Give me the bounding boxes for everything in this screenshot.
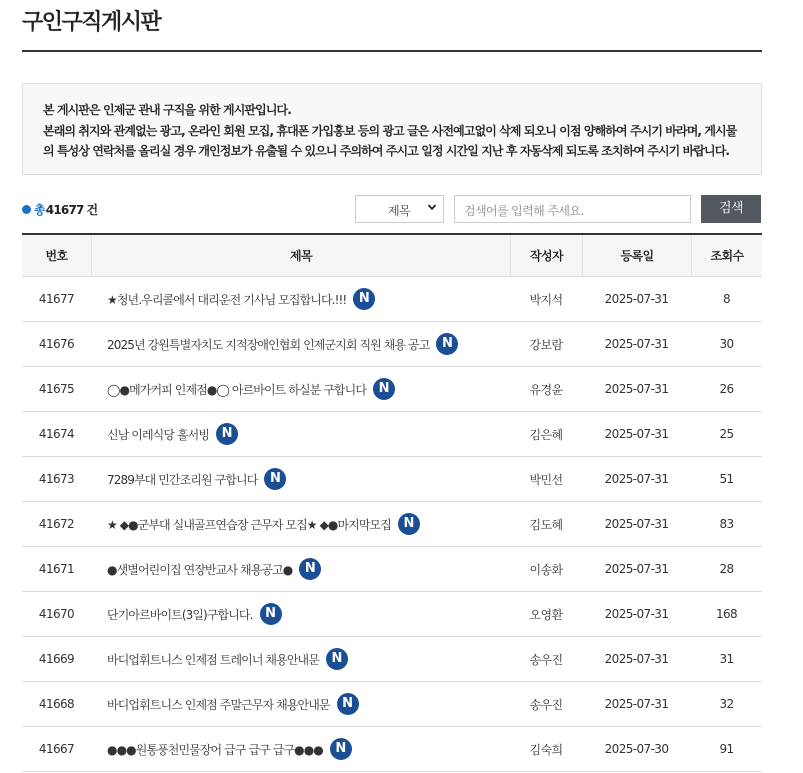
- table-row[interactable]: [22, 592, 762, 637]
- new-badge-icon: N: [353, 288, 375, 310]
- row-title-cell: [91, 468, 510, 490]
- chevron-down-icon: [427, 201, 437, 213]
- table-row[interactable]: [22, 727, 762, 772]
- row-author: 유경윤: [529, 382, 563, 397]
- row-no: 41670: [38, 607, 75, 621]
- row-title-link[interactable]: ●●●원통풍천민물장어 급구 급구 급구●●●: [107, 742, 323, 757]
- row-no: 41669: [38, 652, 75, 666]
- page-title: 구인구직게시판: [22, 10, 161, 35]
- notice-line-3: 의 특성상 연락처를 올리실 경우 개인정보가 유출될 수 있으니 주의하여 주시고 일정 시간일 지난 후 자동삭제 되도록 조치하여 주시기 바랍니다.: [43, 144, 730, 158]
- table-header: [22, 233, 762, 277]
- row-title-link[interactable]: ★ ◆●군부대 실내골프연습장 근무자 모집★ ◆●마지막모집: [107, 517, 391, 532]
- header-author: 작성자: [510, 235, 582, 276]
- row-title-cell: [91, 558, 510, 580]
- row-author: 김숙희: [529, 742, 563, 757]
- row-date: 2025-07-31: [604, 382, 669, 396]
- row-title-cell: [91, 648, 510, 670]
- row-author: 김은혜: [529, 427, 563, 442]
- total-suffix: 건: [86, 203, 98, 217]
- row-title-cell: [91, 288, 510, 310]
- row-title-cell: [91, 513, 510, 535]
- row-views: 30: [719, 337, 734, 351]
- new-badge-icon: N: [337, 693, 359, 715]
- table-row[interactable]: [22, 367, 762, 412]
- row-title-link[interactable]: ★청년.우리콜에서 대리운전 기사님 모집합니다.!!!: [107, 292, 347, 307]
- new-badge-icon: N: [260, 603, 282, 625]
- row-no: 41673: [38, 472, 75, 486]
- row-author: 박지석: [529, 292, 563, 307]
- row-views: 25: [719, 427, 734, 441]
- row-author: 송우진: [529, 697, 563, 712]
- row-views: 51: [719, 472, 734, 486]
- row-title-cell: [91, 738, 510, 760]
- row-author: 송우진: [529, 652, 563, 667]
- total-number: 41677: [45, 202, 84, 217]
- new-badge-icon: N: [299, 558, 321, 580]
- row-views: 8: [722, 292, 731, 306]
- search-field-selected: 제목: [388, 204, 410, 218]
- new-badge-icon: N: [436, 333, 458, 355]
- row-title-cell: [91, 423, 510, 445]
- row-title-link[interactable]: 바디업휘트니스 인제점 트레이너 채용안내문: [107, 652, 319, 667]
- row-no: 41677: [38, 292, 75, 306]
- new-badge-icon: N: [398, 513, 420, 535]
- header-date: 등록일: [582, 235, 691, 276]
- new-badge-icon: N: [326, 648, 348, 670]
- search-input[interactable]: [454, 195, 691, 223]
- row-title-link[interactable]: 7289부대 민간조리원 구합니다: [107, 472, 258, 487]
- new-badge-icon: N: [330, 738, 352, 760]
- row-date: 2025-07-31: [604, 292, 669, 306]
- row-no: 41667: [38, 742, 75, 756]
- search-placeholder: 검색어를 입력해 주세요.: [464, 204, 584, 218]
- title-divider: [22, 50, 762, 52]
- notice-line-2: 본래의 취지와 관계없는 광고, 온라인 회원 모집, 휴대폰 가입홍보 등의 광고 글은 사전예고없이 삭제 되오니 이점 양해하여 주시기 바라며, 게시물: [43, 123, 737, 138]
- row-date: 2025-07-31: [604, 607, 669, 621]
- search-button[interactable]: 검색: [701, 195, 761, 223]
- row-date: 2025-07-31: [604, 652, 669, 666]
- row-author: 강보람: [529, 337, 563, 352]
- total-prefix: 총: [34, 203, 45, 217]
- row-author: 김도혜: [529, 517, 563, 532]
- row-title-link[interactable]: ●샛별어린이집 연장반교사 채용공고●: [107, 562, 293, 577]
- row-no: 41668: [38, 697, 75, 711]
- row-views: 28: [719, 562, 734, 576]
- row-date: 2025-07-31: [604, 562, 669, 576]
- row-title-cell: [91, 693, 510, 715]
- row-no: 41675: [38, 382, 75, 396]
- table-body: [22, 277, 762, 772]
- row-views: 83: [719, 517, 734, 531]
- table-row[interactable]: [22, 682, 762, 727]
- table-row[interactable]: [22, 637, 762, 682]
- row-date: 2025-07-31: [604, 697, 669, 711]
- board-table: [22, 233, 762, 772]
- row-date: 2025-07-31: [604, 427, 669, 441]
- notice-line-1: 본 게시판은 인제군 관내 구직을 위한 게시판입니다.: [43, 103, 291, 117]
- new-badge-icon: N: [216, 423, 238, 445]
- bullet-dot-icon: [22, 205, 31, 214]
- row-date: 2025-07-31: [604, 472, 669, 486]
- row-title-link[interactable]: 바디업휘트니스 인제점 주말근무자 채용안내문: [107, 697, 330, 712]
- row-no: 41674: [38, 427, 75, 441]
- table-row[interactable]: [22, 457, 762, 502]
- row-title-cell: [91, 333, 510, 355]
- row-no: 41672: [38, 517, 75, 531]
- new-badge-icon: N: [264, 468, 286, 490]
- search-field-select[interactable]: [355, 195, 444, 223]
- table-row[interactable]: [22, 412, 762, 457]
- row-title-link[interactable]: 2025년 강원특별자치도 지적장애인협회 인제군지회 직원 채용 공고: [107, 337, 430, 352]
- header-views: 조회수: [691, 235, 762, 276]
- row-no: 41671: [38, 562, 75, 576]
- row-author: 박민선: [529, 472, 563, 487]
- header-no: 번호: [45, 249, 68, 263]
- row-title-cell: [91, 603, 510, 625]
- row-date: 2025-07-30: [604, 742, 669, 756]
- row-views: 168: [715, 607, 738, 621]
- new-badge-icon: N: [373, 378, 395, 400]
- row-title-link[interactable]: 단기아르바이트(3일)구합니다.: [107, 607, 253, 622]
- row-author: 오영환: [529, 607, 563, 622]
- total-count: [22, 201, 97, 218]
- table-row[interactable]: [22, 277, 762, 322]
- row-no: 41676: [38, 337, 75, 351]
- row-title-link[interactable]: ◯●메가커피 인제점●◯ 아르바이트 하실분 구합니다: [107, 382, 367, 397]
- header-title: 제목: [91, 235, 510, 276]
- row-views: 91: [719, 742, 734, 756]
- table-row[interactable]: [22, 322, 762, 367]
- table-row[interactable]: [22, 547, 762, 592]
- row-date: 2025-07-31: [604, 337, 669, 351]
- row-views: 32: [719, 697, 734, 711]
- row-title-cell: [91, 378, 510, 400]
- row-author: 이송화: [529, 562, 563, 577]
- notice-box: [22, 83, 762, 175]
- table-row[interactable]: [22, 502, 762, 547]
- row-views: 26: [719, 382, 734, 396]
- row-date: 2025-07-31: [604, 517, 669, 531]
- row-views: 31: [719, 652, 734, 666]
- row-title-link[interactable]: 신남 이레식당 홀서빙: [107, 427, 210, 442]
